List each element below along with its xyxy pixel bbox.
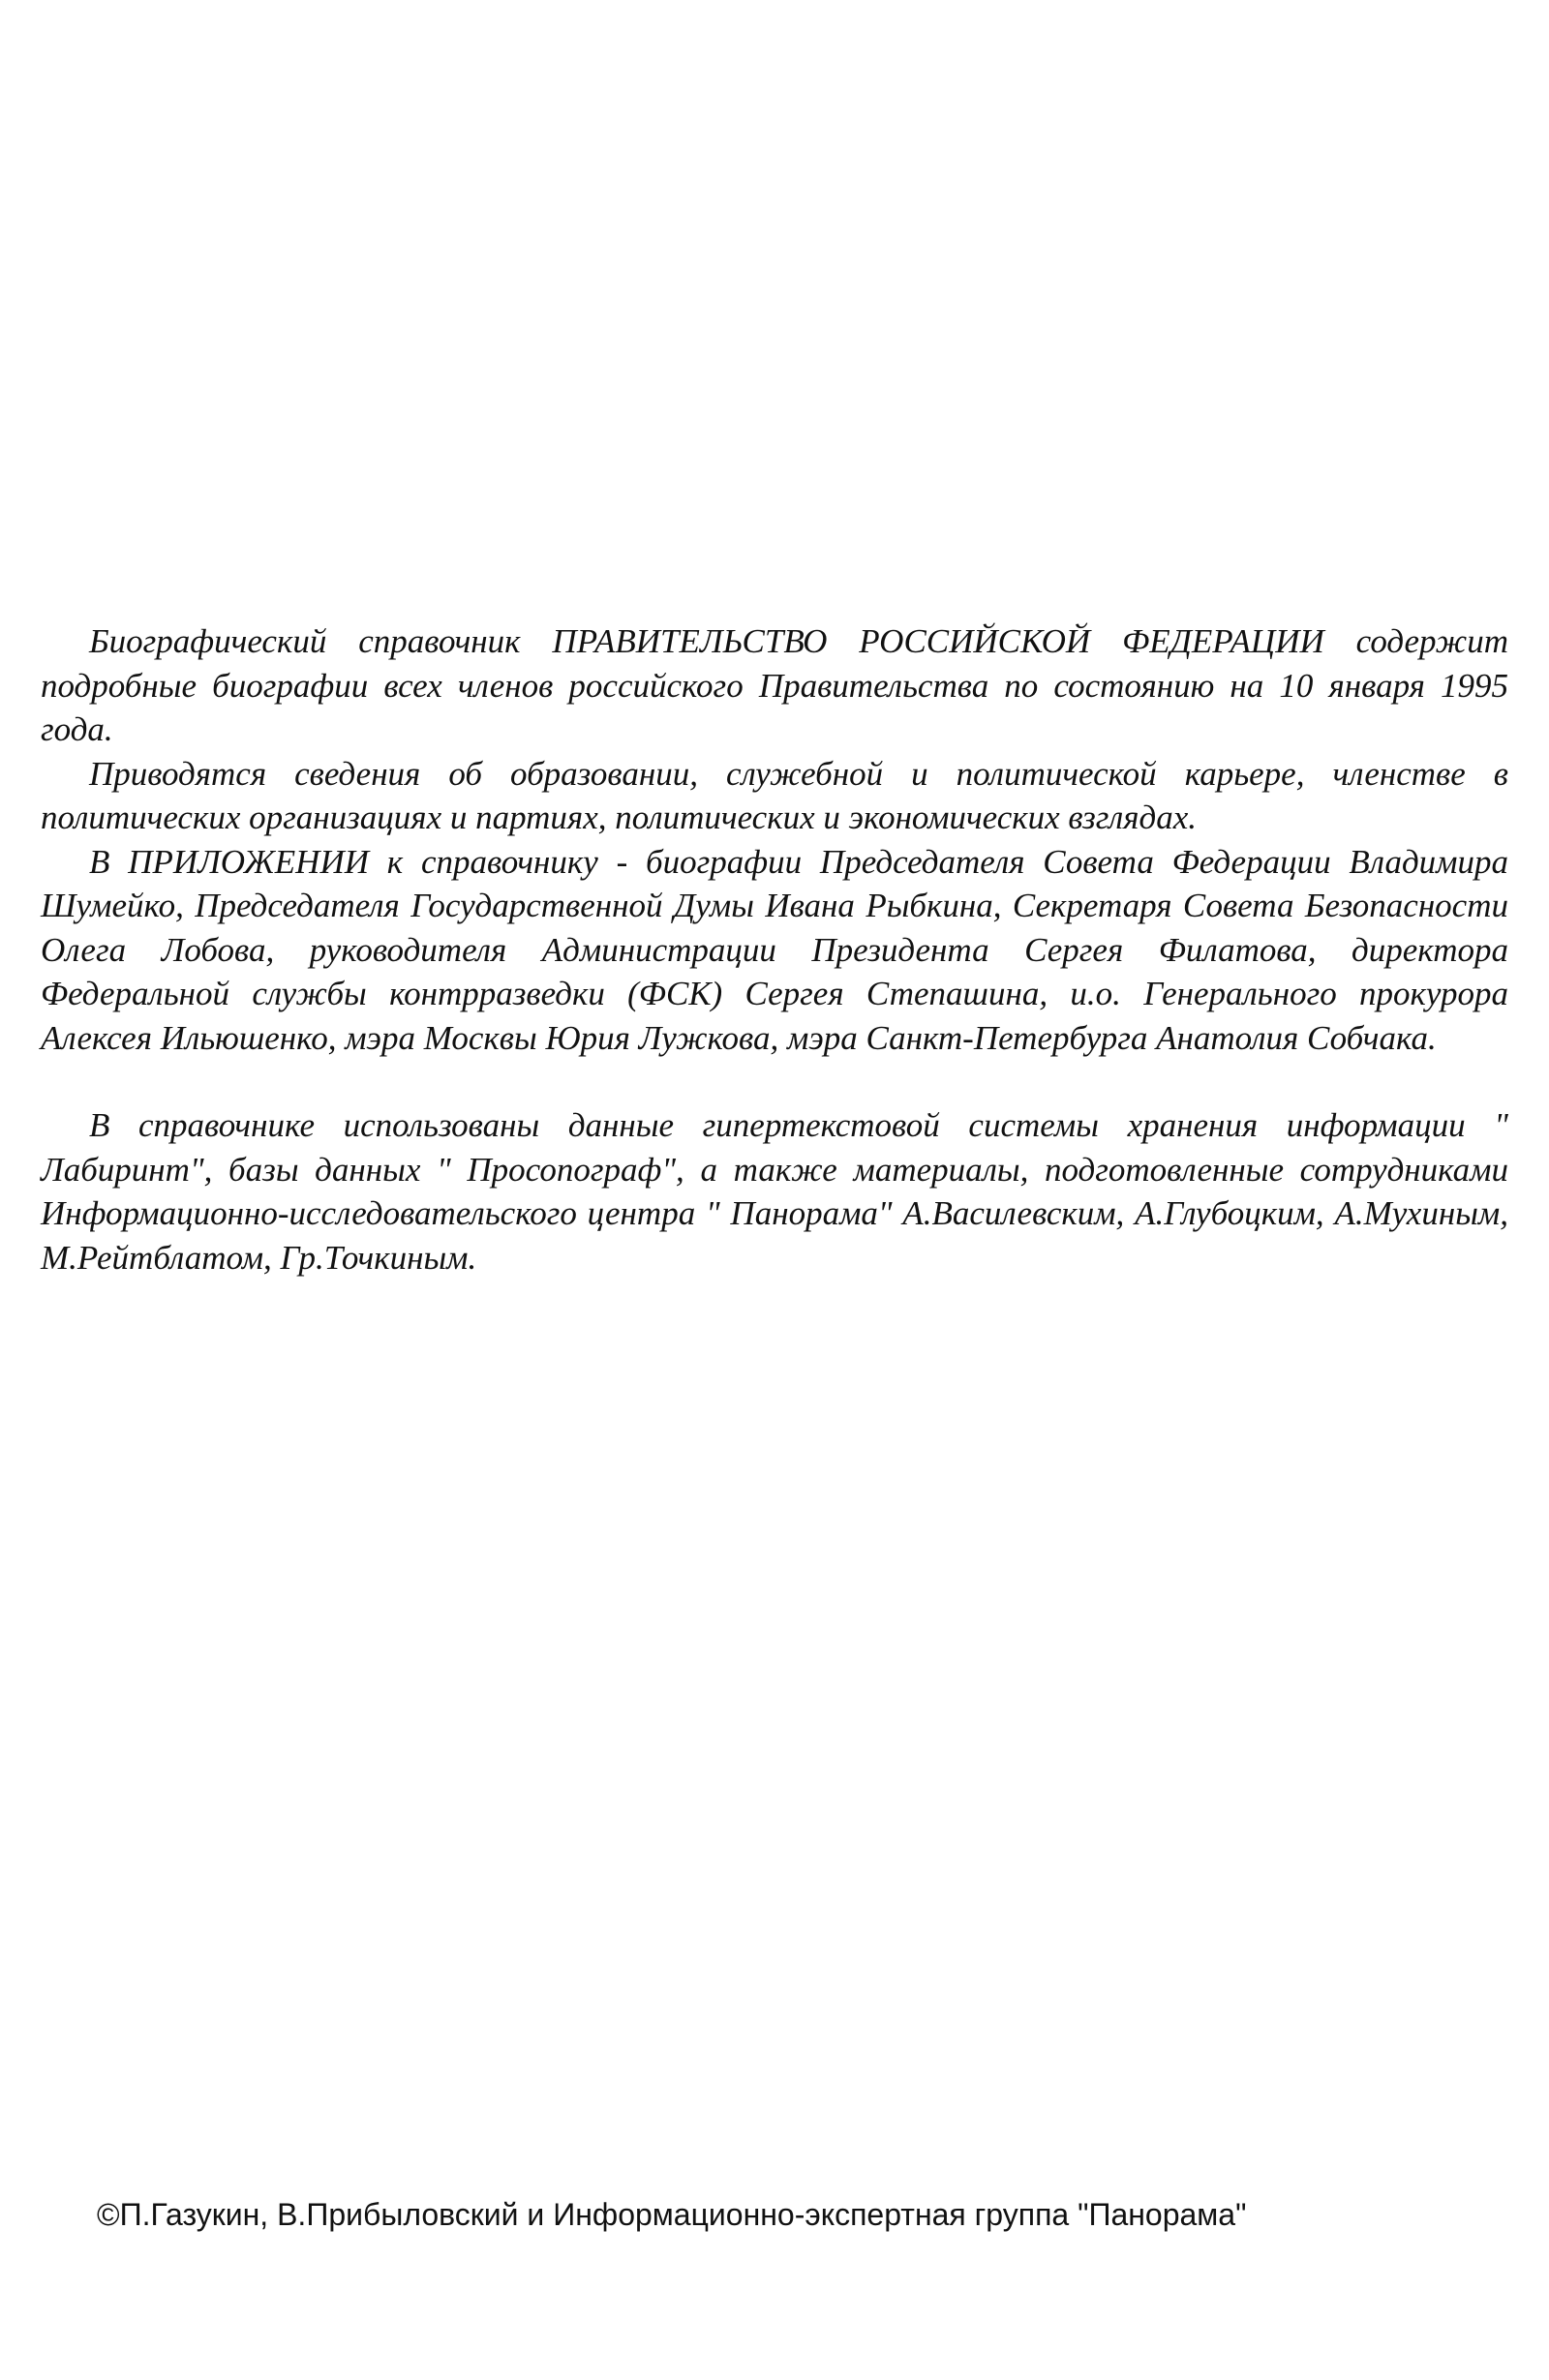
main-text [41,619,1508,1280]
paragraph-sources: В справочнике использованы данные гипертекстовой системы хранения информации " Лабиринт", базы данных " Просопограф", а также материалы, подготовленные сотрудниками Информационно-исследовательского центра " Панорама" А.Василевским, А.Глубоцким, А.Мухиным, М.Рейтблатом, Гр.Точкиным. [41,1106,1508,1277]
paragraph-contents: Приводятся сведения об образовании, служебной и политической карьере, членстве в политических организациях и партиях, политических и экономических взглядах. [41,754,1508,836]
paragraph-appendix: В ПРИЛОЖЕНИИ к справочнику - биографии Председателя Совета Федерации Владимира Шумейко, Председателя Государственной Думы Ивана Рыбкина, Секретаря Совета Безопасности Олега Лобова, руководителя Администрации Президента Сергея Филатова, директора Федеральной службы контрразведки (ФСК) Сергея Степашина, и.о. Генерального прокурора Алексея Ильюшенко, мэра Москвы Юрия Лужкова, мэра Санкт-Петербурга Анатолия Собчака. [41,842,1508,1057]
paragraph-intro: Биографический справочник ПРАВИТЕЛЬСТВО РОССИЙСКОЙ ФЕДЕРАЦИИ содержит подробные биографии всех членов российского Правительства по состоянию на 10 января 1995 года. [41,622,1508,748]
copyright-footer: ©П.Газукин, В.Прибыловский и Информационно-экспертная группа "Панорама" [97,2197,1247,2232]
